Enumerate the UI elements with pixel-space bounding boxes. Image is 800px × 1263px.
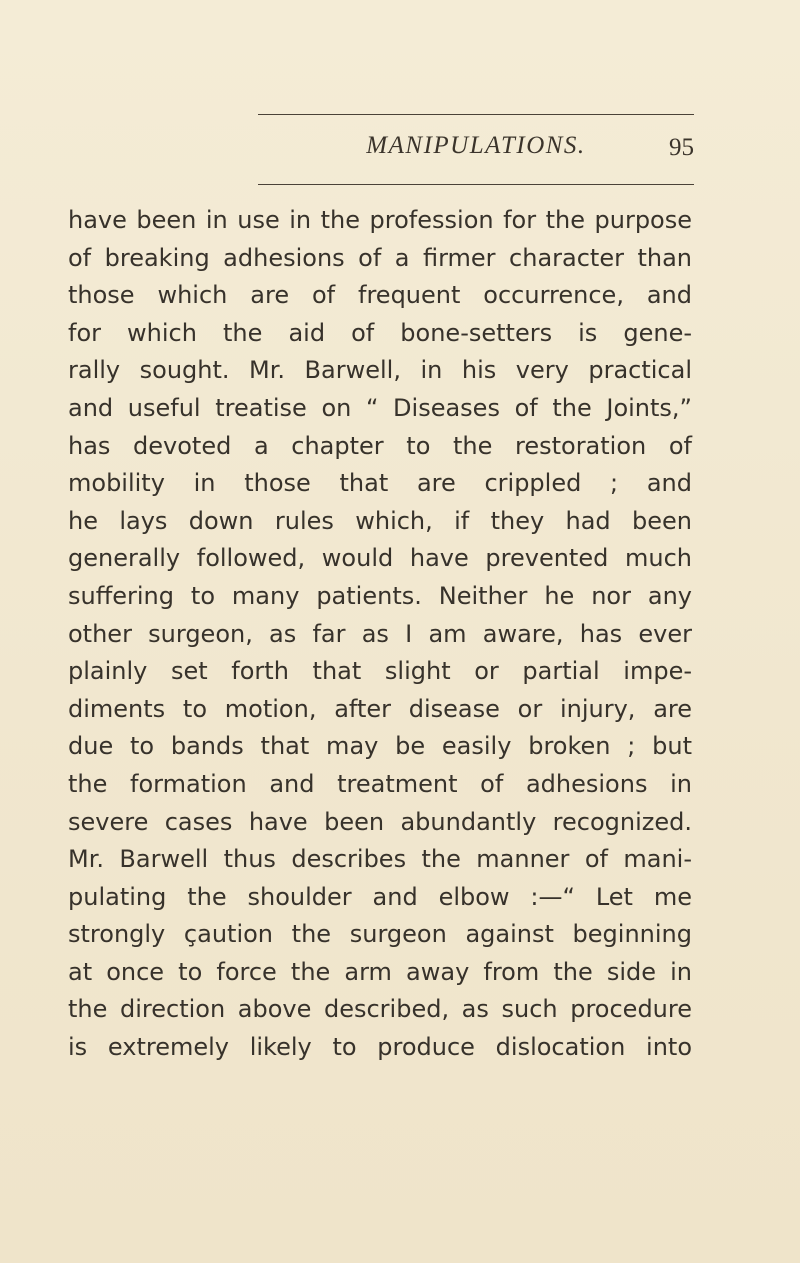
text-line: Mr. Barwell thus describes the manner of mani- bbox=[68, 845, 692, 874]
text-line: he lays down rules which, if they had been bbox=[68, 506, 692, 535]
text-line: plainly set forth that slight or partial impe- bbox=[68, 657, 692, 686]
header-top-rule bbox=[258, 114, 694, 115]
page-number: 95 bbox=[669, 134, 694, 161]
text-line: suffering to many patients. Neither he nor any bbox=[68, 581, 692, 610]
text-line: other surgeon, as far as I am aware, has ever bbox=[68, 619, 692, 648]
text-line: rally sought. Mr. Barwell, in his very practical bbox=[68, 356, 692, 385]
body-paragraph bbox=[68, 202, 692, 1067]
text-line: severe cases have been abundantly recognized. bbox=[68, 807, 692, 836]
text-line: diments to motion, after disease or injury, are bbox=[68, 694, 692, 723]
text-line: strongly çaution the surgeon against beginning bbox=[68, 920, 692, 949]
text-line: mobility in those that are crippled ; and bbox=[68, 469, 692, 498]
page-header bbox=[258, 126, 694, 166]
text-line: the formation and treatment of adhesions in bbox=[68, 769, 692, 798]
text-line: at once to force the arm away from the side in bbox=[68, 957, 692, 986]
running-title: MANIPULATIONS. bbox=[366, 132, 586, 159]
text-line: of breaking adhesions of a firmer character than bbox=[68, 243, 692, 272]
text-line: is extremely likely to produce dislocation into bbox=[68, 1033, 692, 1062]
text-line: the direction above described, as such procedure bbox=[68, 995, 692, 1024]
text-line: and useful treatise on “ Diseases of the Joints,” bbox=[68, 393, 692, 422]
text-line: for which the aid of bone-setters is gene- bbox=[68, 318, 692, 347]
text-line: pulating the shoulder and elbow :—“ Let me bbox=[68, 882, 692, 911]
text-line: due to bands that may be easily broken ; but bbox=[68, 732, 692, 761]
text-line: those which are of frequent occurrence, and bbox=[68, 281, 692, 310]
header-bottom-rule bbox=[258, 184, 694, 185]
text-line: has devoted a chapter to the restoration of bbox=[68, 431, 692, 460]
text-line: generally followed, would have prevented much bbox=[68, 544, 692, 573]
text-line: have been in use in the profession for the purpose bbox=[68, 206, 692, 234]
